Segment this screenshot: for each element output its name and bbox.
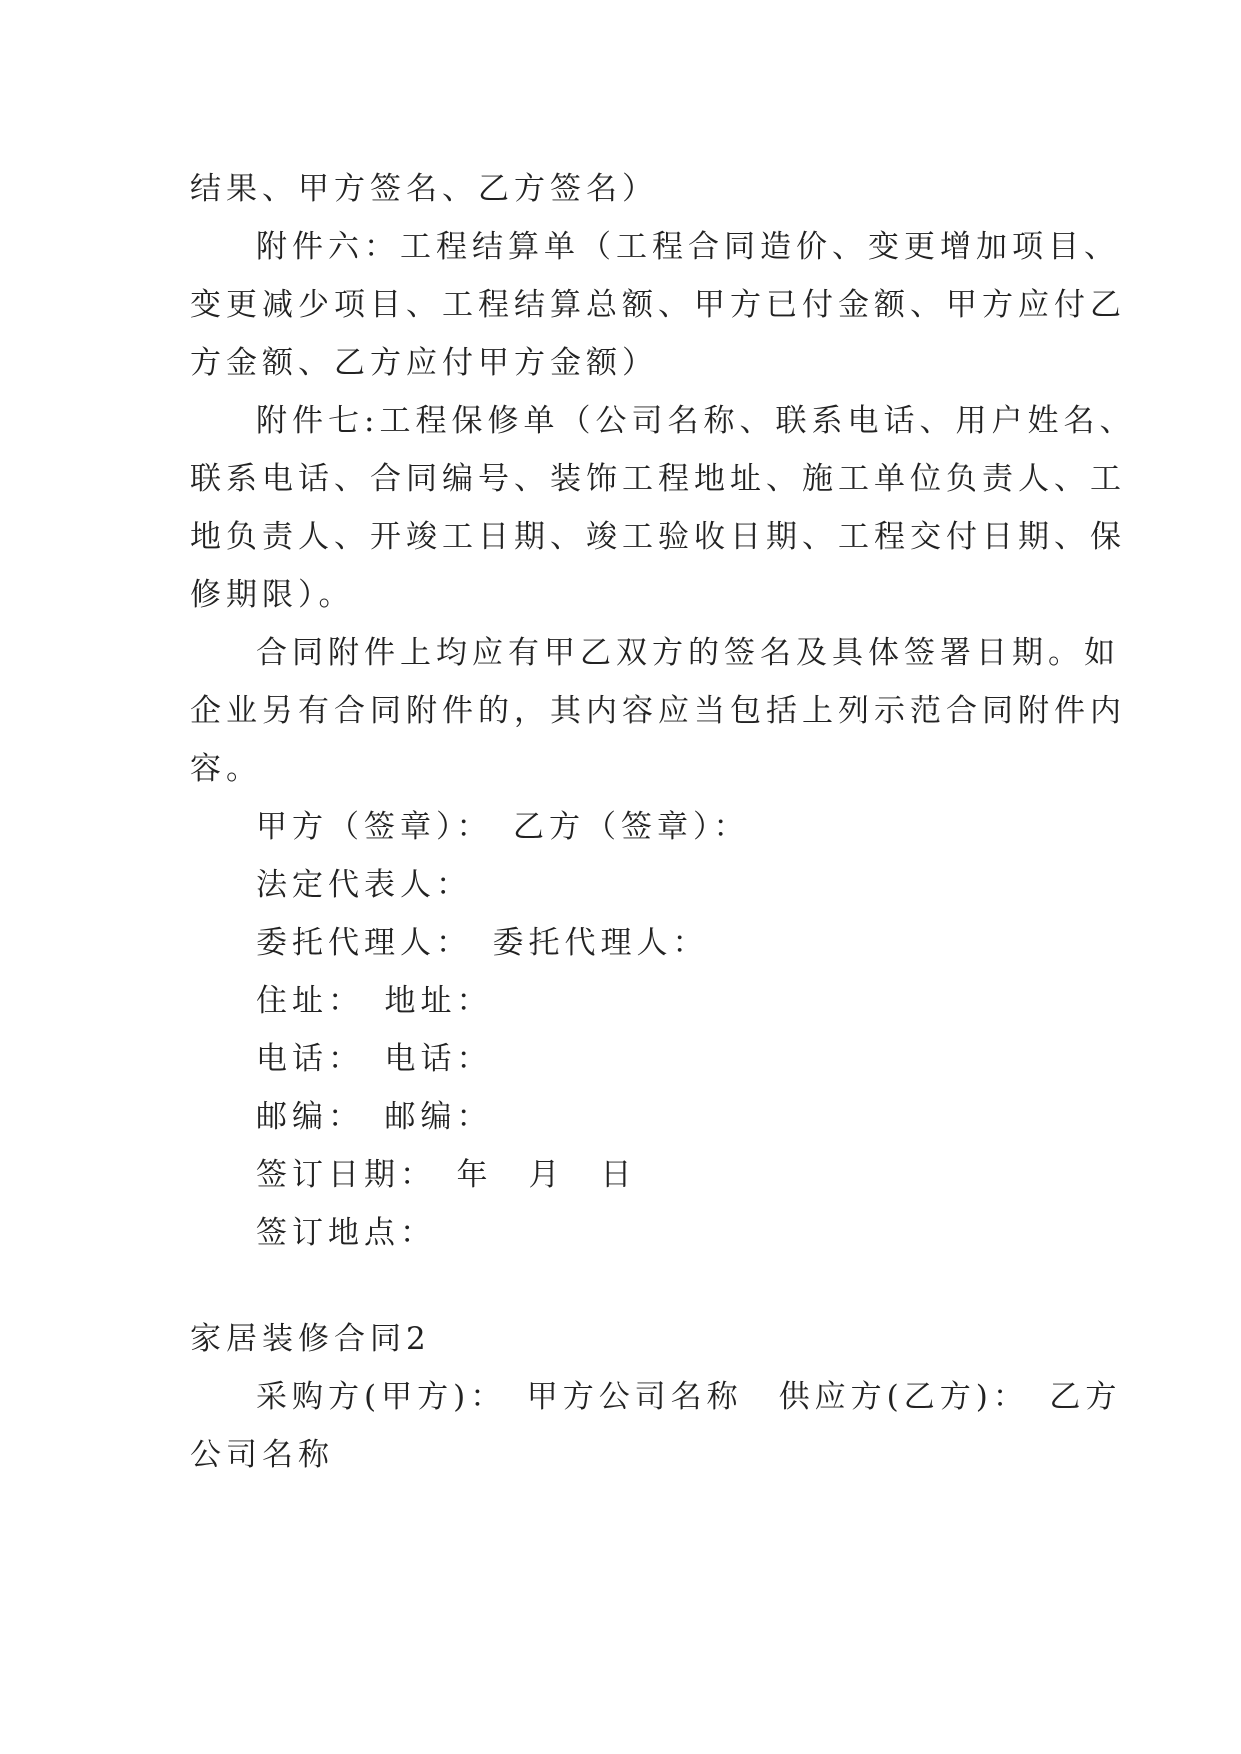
legal-representative-line: 法定代表人： (256, 867, 472, 903)
text-line: 修期限）。 (190, 577, 355, 613)
text-line: 容。 (190, 751, 262, 787)
paragraph-attachment-6 (190, 218, 1126, 392)
signature-block (190, 798, 1070, 1262)
agent-line: 委托代理人： 委托代理人： (256, 925, 709, 961)
sign-place-line: 签订地点： (256, 1215, 436, 1251)
paragraph-attachment-note (190, 624, 1126, 798)
text-line: 结果、甲方签名、乙方签名） (190, 171, 658, 207)
party-signature-line: 甲方（签章）： 乙方（签章）： (256, 809, 750, 845)
paragraph-attachment-7 (190, 392, 1136, 624)
text-line: 方金额、乙方应付甲方金额） (190, 345, 658, 381)
paragraph-attachment-5-continued (190, 160, 1070, 218)
text-line: 附件六：工程结算单（工程合同造价、变更增加项目、 (256, 229, 1120, 265)
parties-line: 公司名称 (190, 1437, 334, 1473)
section-spacer (190, 1262, 1070, 1310)
text-line: 合同附件上均应有甲乙双方的签名及具体签署日期。如 (256, 635, 1120, 671)
postcode-line: 邮编： 邮编： (256, 1099, 493, 1135)
document-body (190, 160, 1136, 1484)
phone-line: 电话： 电话： (256, 1041, 493, 1077)
text-line: 附件七:工程保修单（公司名称、联系电话、用户姓名、 (256, 403, 1136, 439)
address-line: 住址： 地址： (256, 983, 493, 1019)
parties-line: 采购方(甲方)： 甲方公司名称 供应方(乙方)： 乙方 (256, 1379, 1122, 1415)
text-line: 联系电话、合同编号、装饰工程地址、施工单位负责人、工 (190, 461, 1126, 497)
section-2 (190, 1310, 1122, 1484)
text-line: 变更减少项目、工程结算总额、甲方已付金额、甲方应付乙 (190, 287, 1126, 323)
section-title: 家居装修合同2 (190, 1321, 431, 1357)
text-line: 企业另有合同附件的，其内容应当包括上列示范合同附件内 (190, 693, 1126, 729)
sign-date-line: 签订日期： 年 月 日 (256, 1157, 637, 1193)
text-line: 地负责人、开竣工日期、竣工验收日期、工程交付日期、保 (190, 519, 1126, 555)
